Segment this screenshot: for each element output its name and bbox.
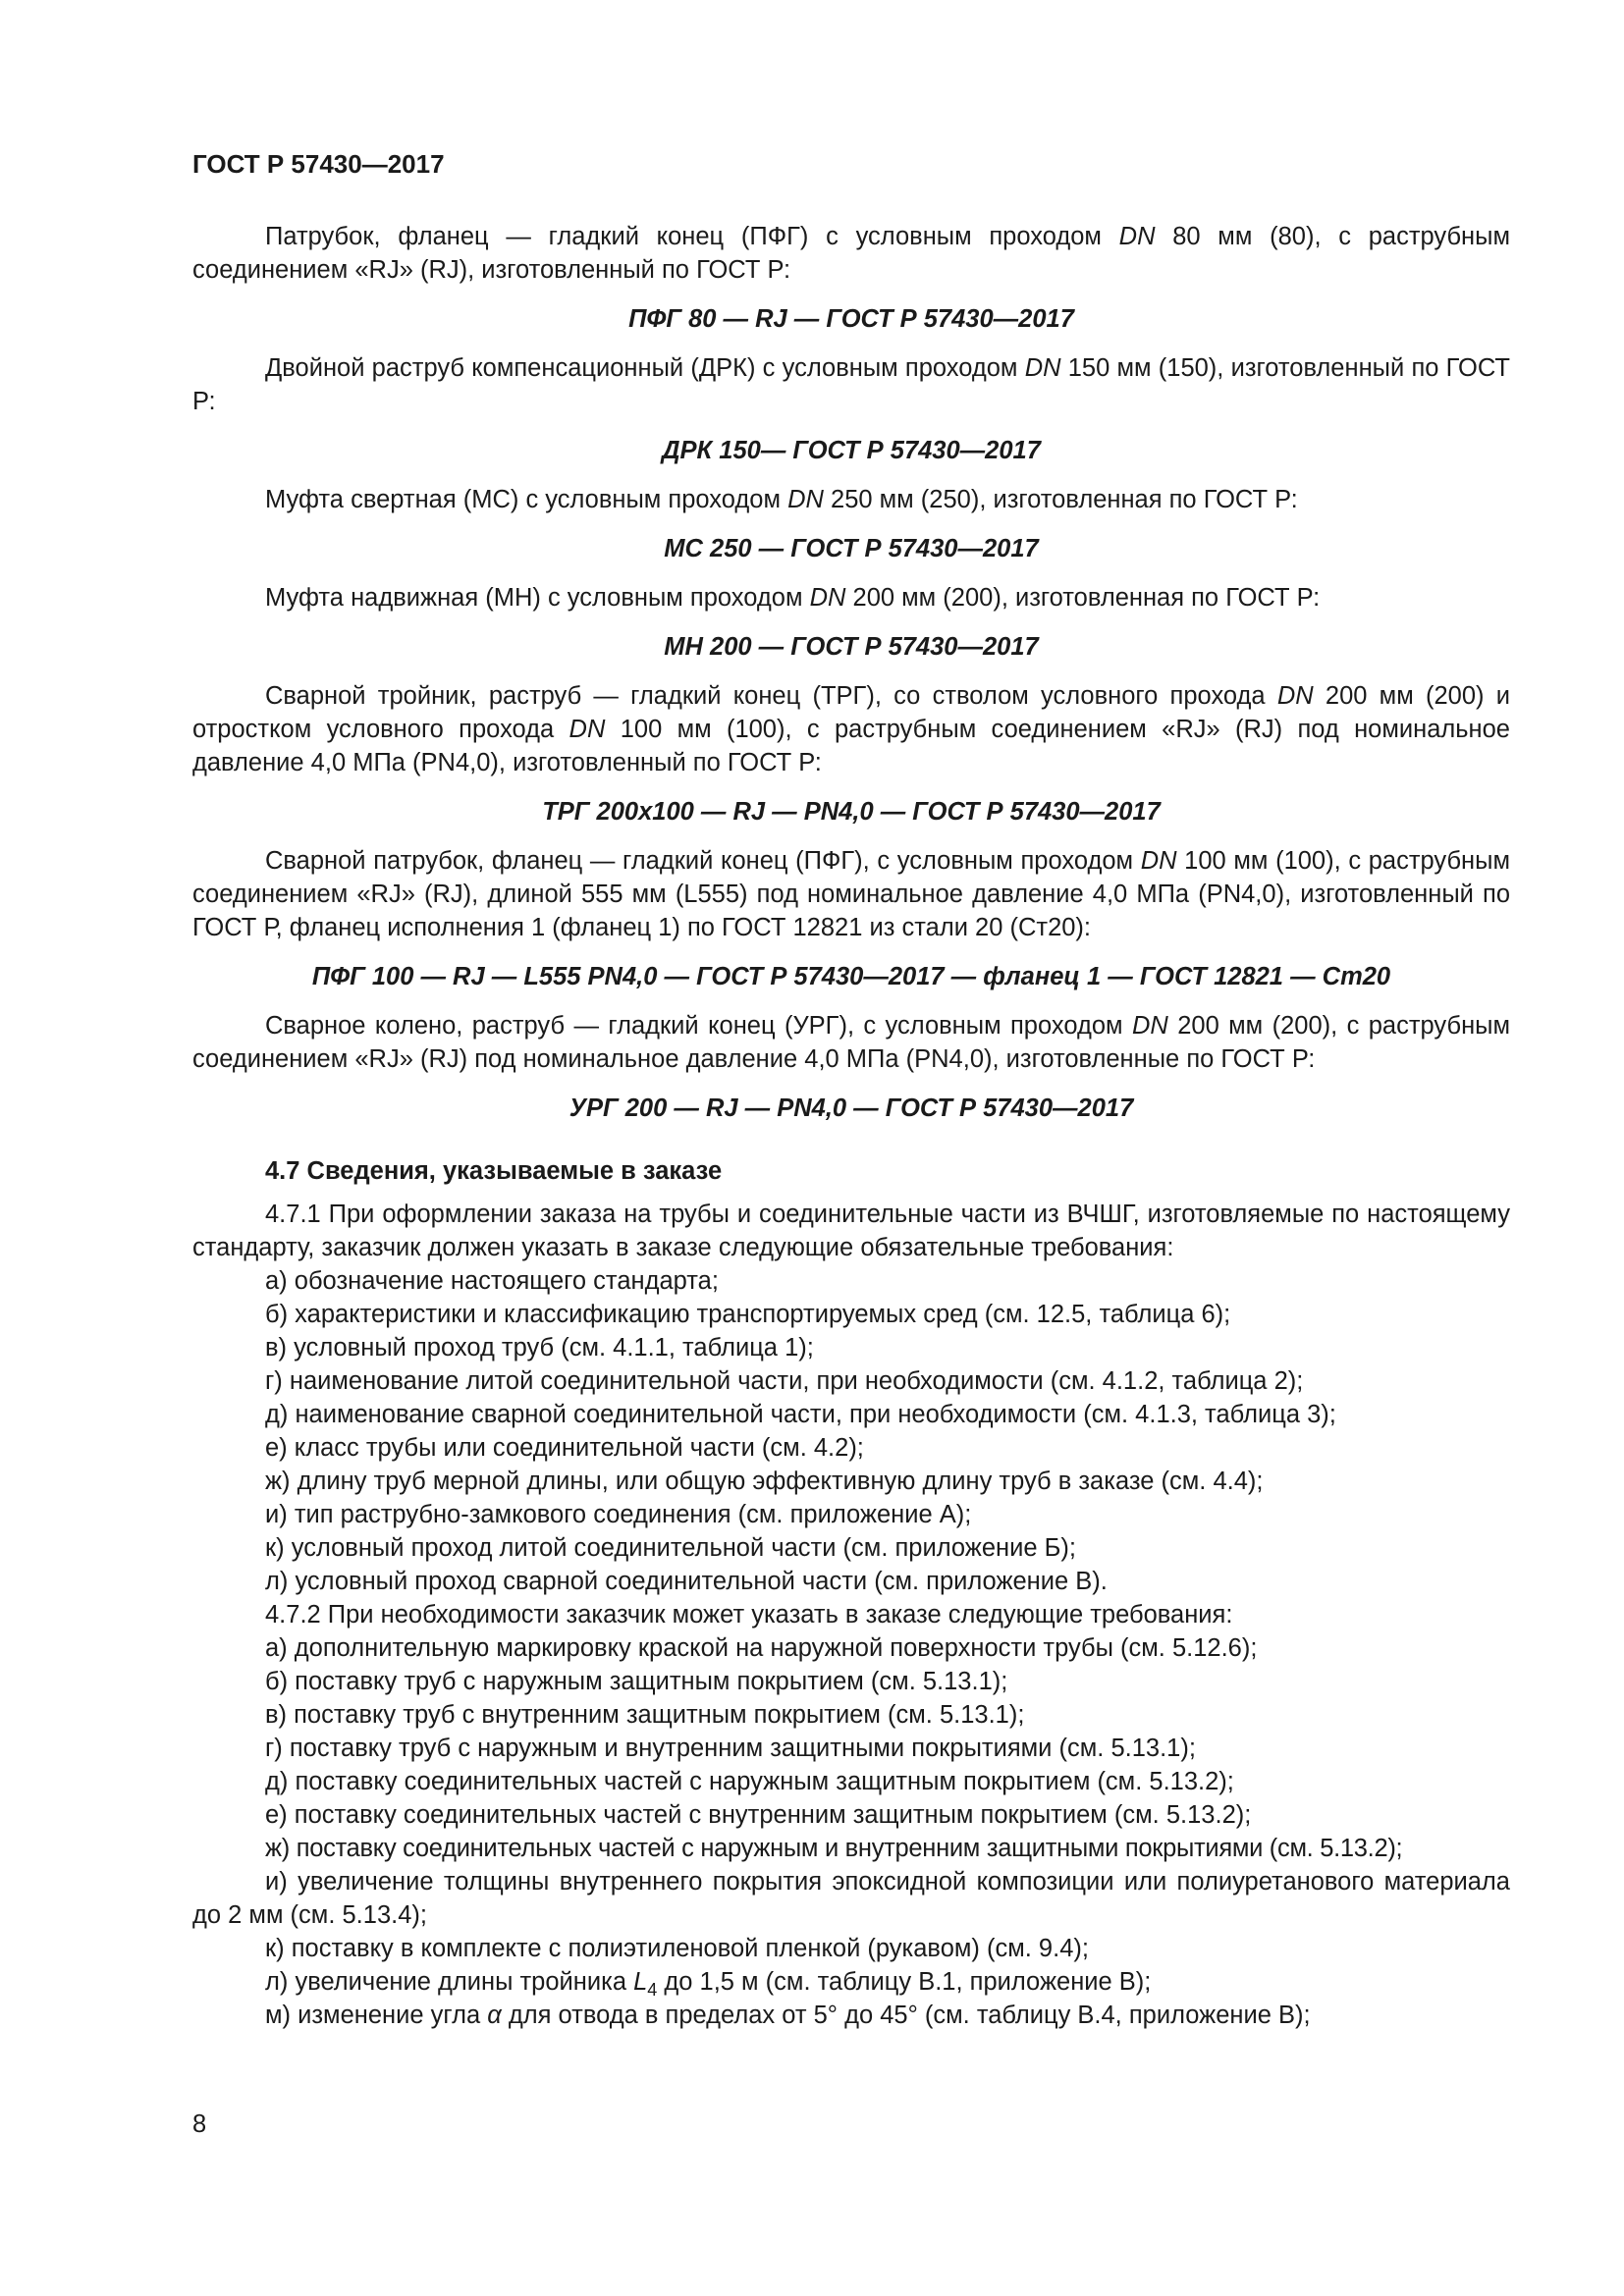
designation: МН 200 — ГОСТ Р 57430—2017: [664, 633, 1039, 661]
list-item: л) увеличение длины тройника $L_4$ до 1,5 м (см. таблицу В.1, приложение В);: [265, 1968, 1152, 2001]
clause-4-7-1: 4.7.1 При оформлении заказа на трубы и соединительные части из ВЧШГ, изготовляемые по настоящему стандарту, заказчик должен указать в заказе следующие обязательные требования:: [192, 1201, 1510, 1261]
designation: ПФГ 80 — RJ — ГОСТ Р 57430—2017: [628, 305, 1074, 333]
example-paragraph: Сварной тройник, раструб — гладкий конец (ТРГ), со стволом условного прохода DN 200 мм (200) и отростком условного прохода DN 100 мм (100), с раструбным соединением «RJ» (RJ) под номинальное давление 4,0 МПа (PN4,0), изготовленный по ГОСТ Р:: [192, 682, 1510, 776]
list-item: д) поставку соединительных частей с наружным защитным покрытием (см. 5.13.2);: [265, 1768, 1234, 1795]
document-page: [192, 147, 1510, 2032]
example-paragraph: Муфта свертная (МС) с условным проходом DN 250 мм (250), изготовленная по ГОСТ Р:: [265, 486, 1298, 513]
clause-4-7-2: 4.7.2 При необходимости заказчик может указать в заказе следующие требования:: [265, 1601, 1233, 1629]
example-paragraph: Двойной раструб компенсационный (ДРК) с условным проходом DN 150 мм (150), изготовленный по ГОСТ Р:: [192, 354, 1510, 415]
list-item: в) поставку труб с внутренним защитным покрытием (см. 5.13.1);: [265, 1701, 1025, 1729]
designation: МС 250 — ГОСТ Р 57430—2017: [664, 535, 1039, 562]
list-item: а) обозначение настоящего стандарта;: [265, 1267, 719, 1295]
designation: УРГ 200 — RJ — PN4,0 — ГОСТ Р 57430—2017: [568, 1095, 1134, 1122]
list-item: а) дополнительную маркировку краской на наружной поверхности трубы (см. 5.12.6);: [265, 1634, 1258, 1662]
page-number: 8: [192, 2110, 207, 2138]
list-item: к) поставку в комплекте с полиэтиленовой пленкой (рукавом) (см. 9.4);: [265, 1935, 1089, 1962]
optional-list: [192, 1631, 1510, 2032]
designation: ПФГ 100 — RJ — L555 PN4,0 — ГОСТ Р 57430—2017 — фланец 1 — ГОСТ 12821 — Ст20: [311, 963, 1391, 990]
list-item: г) поставку труб с наружным и внутренним защитными покрытиями (см. 5.13.1);: [265, 1735, 1196, 1762]
designation: ДРК 150— ГОСТ Р 57430—2017: [662, 437, 1041, 464]
list-item: и) тип раструбно-замкового соединения (см. приложение А);: [265, 1501, 972, 1528]
designation: ТРГ 200х100 — RJ — PN4,0 — ГОСТ Р 57430—2017: [542, 798, 1161, 826]
list-item: б) характеристики и классификацию транспортируемых сред (см. 12.5, таблица 6);: [265, 1301, 1231, 1328]
list-item: е) класс трубы или соединительной части (см. 4.2);: [265, 1434, 864, 1462]
list-item: д) наименование сварной соединительной части, при необходимости (см. 4.1.3, таблица 3);: [265, 1401, 1336, 1428]
list-item: г) наименование литой соединительной части, при необходимости (см. 4.1.2, таблица 2);: [265, 1367, 1304, 1395]
list-item: к) условный проход литой соединительной части (см. приложение Б);: [265, 1534, 1076, 1562]
example-paragraph: Патрубок, фланец — гладкий конец (ПФГ) с условным проходом DN 80 мм (80), с раструбным соединением «RJ» (RJ), изготовленный по ГОСТ Р:: [192, 223, 1511, 284]
list-item: ж) поставку соединительных частей с наружным и внутренним защитными покрытиями (см. 5.13.2);: [265, 1835, 1403, 1862]
list-item: б) поставку труб с наружным защитным покрытием (см. 5.13.1);: [265, 1668, 1008, 1695]
list-item: и) увеличение толщины внутреннего покрытия эпоксидной композиции или полиуретанового материала до 2 мм (см. 5.13.4);: [192, 1868, 1510, 1929]
example-paragraph: Сварной патрубок, фланец — гладкий конец (ПФГ), с условным проходом DN 100 мм (100), с раструбным соединением «RJ» (RJ), длиной 555 мм (L555) под номинальное давление 4,0 МПа (PN4,0), изготовленный по ГОСТ Р, фланец исполнения 1 (фланец 1) по ГОСТ 12821 из стали 20 (Ст20):: [192, 847, 1510, 941]
list-item: м) изменение угла α для отвода в пределах от 5° до 45° (см. таблицу В.4, приложение В);: [265, 2002, 1311, 2029]
list-item: е) поставку соединительных частей с внутренним защитным покрытием (см. 5.13.2);: [265, 1801, 1252, 1829]
required-list: [192, 1264, 1510, 1598]
document-header: ГОСТ Р 57430—2017: [192, 149, 445, 179]
example-paragraph: Сварное колено, раструб — гладкий конец (УРГ), с условным проходом DN 200 мм (200), с раструбным соединением «RJ» (RJ) под номинальное давление 4,0 МПа (PN4,0), изготовленные по ГОСТ Р:: [192, 1012, 1511, 1073]
section-title: 4.7 Сведения, указываемые в заказе: [265, 1157, 723, 1185]
list-item: л) условный проход сварной соединительной части (см. приложение В).: [265, 1568, 1108, 1595]
example-paragraph: Муфта надвижная (МН) с условным проходом DN 200 мм (200), изготовленная по ГОСТ Р:: [265, 584, 1321, 612]
list-item: в) условный проход труб (см. 4.1.1, таблица 1);: [265, 1334, 814, 1362]
list-item: ж) длину труб мерной длины, или общую эффективную длину труб в заказе (см. 4.4);: [265, 1468, 1264, 1495]
